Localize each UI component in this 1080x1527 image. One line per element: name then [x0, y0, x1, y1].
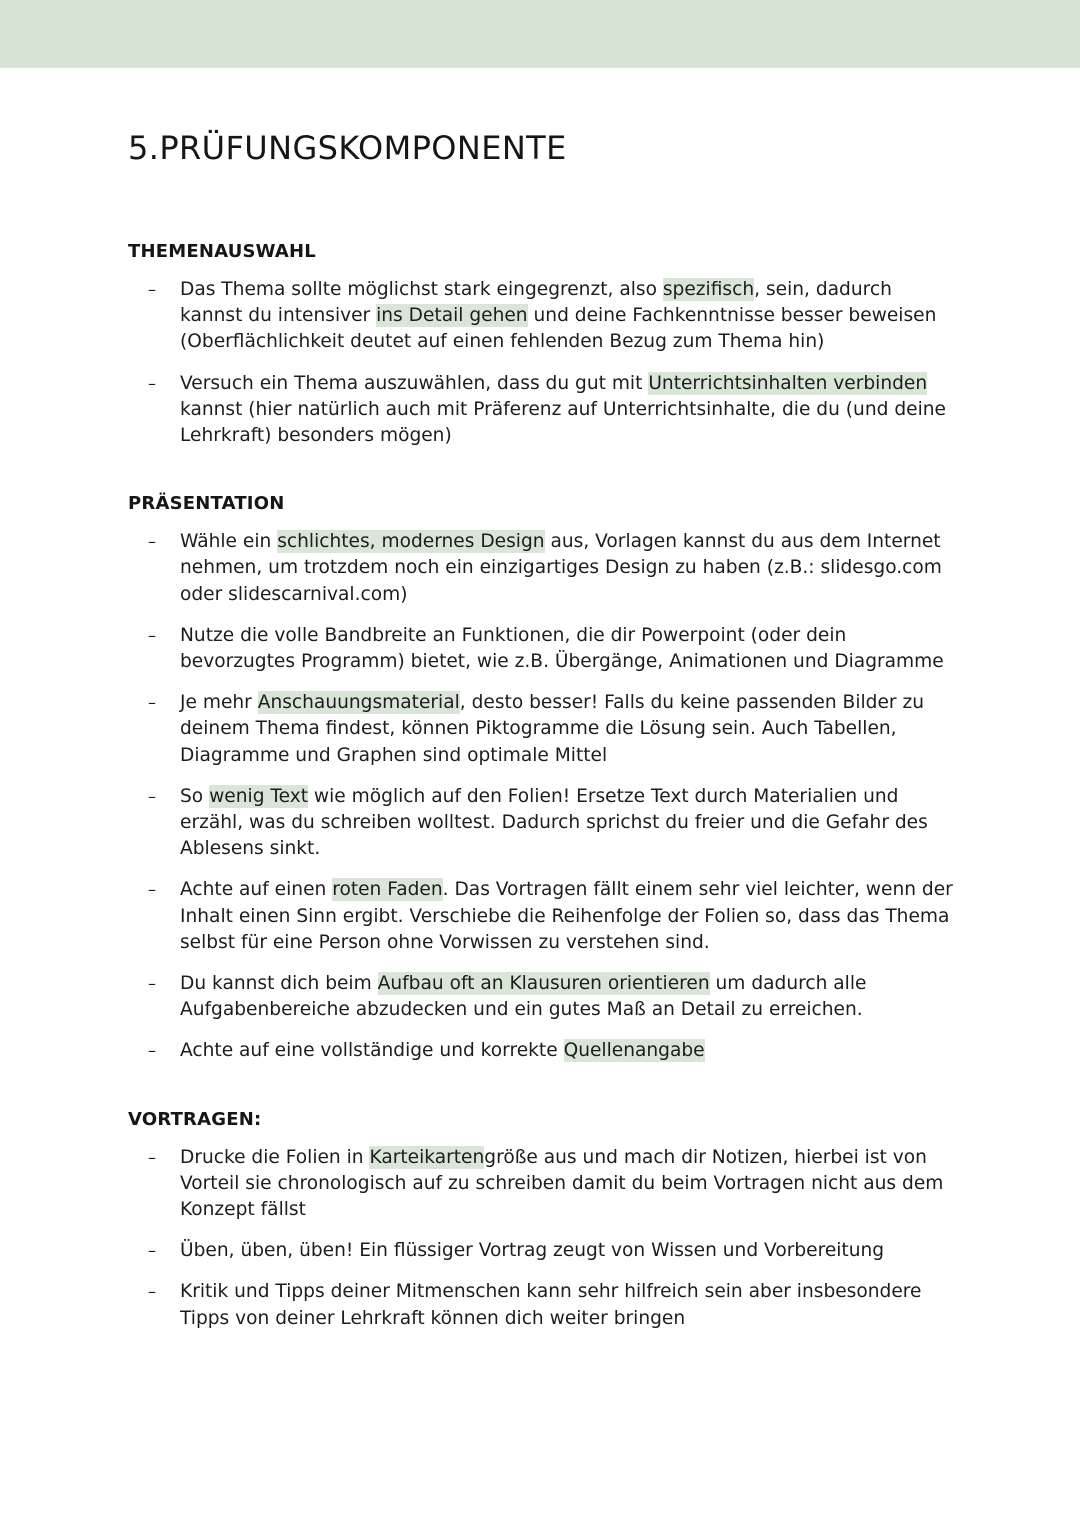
list-item [128, 277, 958, 356]
text-run: aus, Vorlagen kannst du aus dem Internet nehmen, um trotzdem noch ein einzigartiges Design zu haben (z.B.: slidesgo.com oder slidescarnival.com) [180, 531, 942, 605]
list-item [128, 623, 958, 675]
dash-bullet-icon: – [148, 693, 156, 713]
dash-bullet-icon: – [148, 280, 156, 299]
text-run: und deine Fachkenntnisse besser beweisen (Oberflächlichkeit deutet auf einen fehlenden Bezug zum Thema hin) [180, 305, 937, 353]
bullet-list [128, 277, 958, 449]
section-heading: PRÄSENTATION [128, 493, 285, 515]
section [128, 239, 958, 449]
bullet-list [128, 529, 958, 1064]
text-run: Das Thema sollte möglichst stark eingegrenzt, also [180, 279, 663, 300]
dash-bullet-icon: – [148, 373, 156, 393]
text-run: wie möglich auf den Folien! Ersetze Text durch Materialien und erzähl, was du schreiben wolltest. Dadurch sprichst du freier und die Gefahr des Ablesens sinkt. [180, 785, 928, 860]
dash-bullet-icon: – [148, 1282, 156, 1302]
list-item [128, 1238, 958, 1264]
text-run: Achte auf einen [180, 879, 333, 901]
text-run: So [180, 785, 210, 807]
highlighted-text: Quellenangabe [563, 1040, 705, 1062]
highlighted-text: roten Faden [332, 879, 443, 901]
document-body [128, 239, 958, 1332]
section [128, 491, 958, 1064]
text-run: größe aus und mach dir Notizen, hierbei ist von Vorteil sie chronologisch auf zu schreiben damit du beim Vortragen nicht aus dem Konzept fällst [180, 1146, 944, 1221]
header-band [0, 0, 1080, 68]
text-run: Du kannst dich beim [180, 973, 378, 995]
list-item [128, 1038, 958, 1064]
section-heading: VORTRAGEN: [128, 1108, 262, 1130]
text-run: Drucke die Folien in [180, 1146, 370, 1168]
dash-bullet-icon: – [148, 974, 156, 994]
text-run: Wähle ein [180, 531, 278, 553]
dash-bullet-icon: – [148, 786, 156, 806]
list-item [128, 1145, 958, 1224]
bullet-list [128, 1145, 958, 1332]
text-run: Kritik und Tipps deiner Mitmenschen kann sehr hilfreich sein aber insbesondere Tipps von deiner Lehrkraft können dich weiter bringen [180, 1281, 922, 1329]
text-run: Üben, üben, üben! Ein flüssiger Vortrag zeugt von Wissen und Vorbereitung [180, 1240, 885, 1262]
list-item [128, 971, 958, 1023]
list-item [128, 784, 958, 863]
highlighted-text: ins Detail gehen [376, 305, 528, 327]
text-run: Je mehr [180, 692, 258, 714]
dash-bullet-icon: – [148, 625, 156, 645]
list-item [128, 529, 958, 608]
text-run: Versuch ein Thema auszuwählen, dass du gut mit [180, 372, 649, 394]
list-item [128, 371, 958, 450]
highlighted-text: Unterrichtsinhalten verbinden [648, 372, 928, 394]
section-heading: THEMENAUSWAHL [128, 241, 316, 262]
highlighted-text: Anschauungsmaterial [257, 692, 460, 714]
highlighted-text: spezifisch [662, 279, 755, 300]
dash-bullet-icon: – [148, 1147, 156, 1167]
text-run: kannst (hier natürlich auch mit Präferenz auf Unterrichtsinhalte, die du (und deine Lehrkraft) besonders mögen) [180, 398, 946, 447]
page-title: 5.PRÜFUNGSKOMPONENTE [128, 129, 567, 167]
text-run: Nutze die volle Bandbreite an Funktionen, die dir Powerpoint (oder dein bevorzugtes Programm) bietet, wie z.B. Übergänge, Animationen und Diagramme [180, 624, 944, 673]
text-run: Achte auf eine vollständige und korrekte [180, 1040, 564, 1062]
highlighted-text: Karteikarten [369, 1146, 485, 1168]
text-run: . Das Vortragen fällt einem sehr viel leichter, wenn der Inhalt einen Sinn ergibt. Verschiebe die Reihenfolge der Folien so, dass das Thema selbst für eine Person ohne Vorwissen zu verstehen sind. [180, 879, 953, 953]
highlighted-text: schlichtes, modernes Design [277, 531, 545, 553]
dash-bullet-icon: – [148, 880, 156, 900]
dash-bullet-icon: – [148, 1241, 156, 1261]
list-item [128, 877, 958, 956]
document-page [128, 125, 958, 1332]
text-run: , desto besser! Falls du keine passenden Bilder zu deinem Thema findest, können Piktogramme die Lösung sein. Auch Tabellen, Diagramme und Graphen sind optimale Mittel [180, 692, 924, 766]
highlighted-text: wenig Text [209, 785, 309, 807]
text-run: , sein, dadurch kannst du intensiver [180, 279, 892, 327]
text-run: um dadurch alle Aufgabenbereiche abzudecken und ein gutes Maß an Detail zu erreichen. [180, 973, 867, 1021]
dash-bullet-icon: – [148, 532, 156, 552]
list-item [128, 690, 958, 769]
section [128, 1107, 958, 1332]
list-item [128, 1279, 958, 1331]
highlighted-text: Aufbau oft an Klausuren orientieren [377, 973, 710, 995]
dash-bullet-icon: – [148, 1041, 156, 1061]
